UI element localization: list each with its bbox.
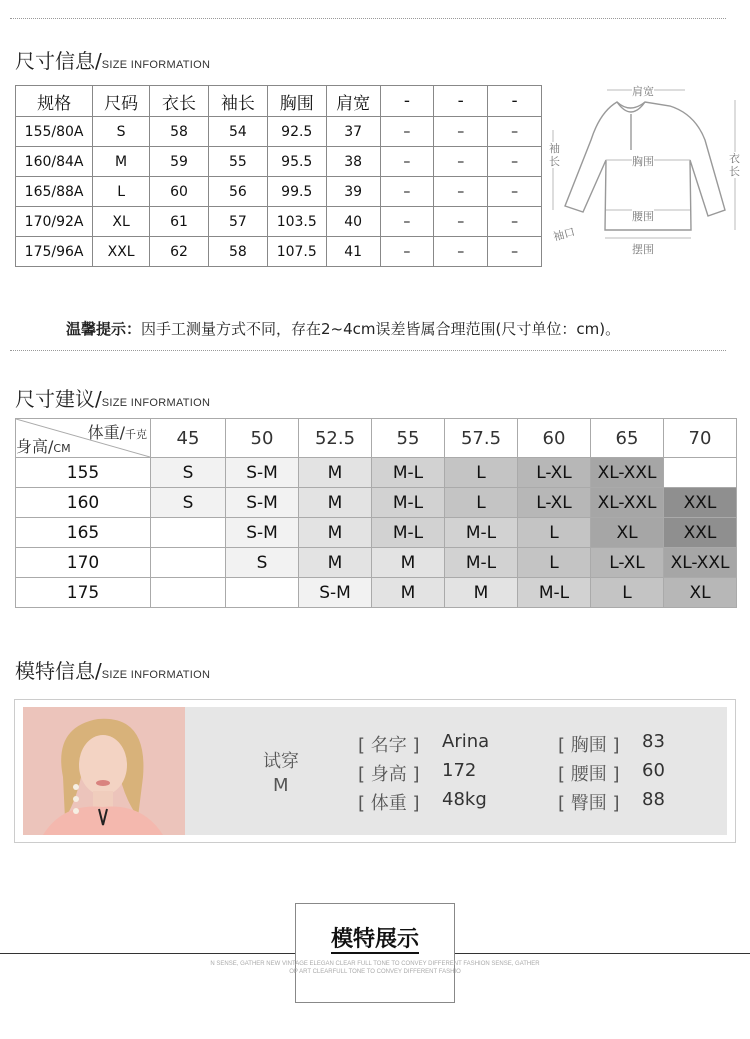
size-cell: 155/80A [16, 117, 93, 147]
name-value: Arina [442, 731, 490, 752]
size-cell: 170/92A [16, 207, 93, 237]
length-label-b: 长 [729, 165, 740, 178]
rec-cell: S [151, 458, 226, 488]
model-info-title [15, 655, 210, 684]
size-cell: 160/84A [16, 147, 93, 177]
rec-cell: XL [591, 518, 664, 548]
weight-axis-label [88, 420, 147, 443]
show-subtitle-line1: N SENSE, GATHER NEW VINTAGE ELEGAN CLEAR FULL TONE TO CONVEY DIFFERENT FASHION SENSE, GATHER [210, 961, 540, 967]
size-header-cell: - [488, 86, 542, 117]
size-cell: 54 [208, 117, 267, 147]
rec-cell: M-L [372, 518, 445, 548]
model-show-header [295, 903, 455, 1003]
size-cell: – [380, 177, 434, 207]
rec-cell: L [445, 458, 518, 488]
size-header-cell: - [380, 86, 434, 117]
size-table-row [16, 177, 542, 207]
rec-cell: M-L [372, 488, 445, 518]
length-label [729, 152, 742, 178]
rec-cell: S-M [226, 488, 299, 518]
size-cell: 165/88A [16, 177, 93, 207]
size-cell: 60 [150, 177, 209, 207]
model-info-title-cn: 模特信息/ [15, 659, 102, 683]
size-recommendation-table [15, 418, 737, 608]
rec-cell: M [445, 578, 518, 608]
rec-table-row [16, 518, 737, 548]
size-cell: 56 [208, 177, 267, 207]
size-cell: M [93, 147, 150, 177]
rec-table-row [16, 458, 737, 488]
size-table-row [16, 147, 542, 177]
rec-table-row [16, 548, 737, 578]
rec-cell: S [151, 488, 226, 518]
waist-label: [ 腰围 ] [558, 764, 620, 785]
mid-divider [10, 350, 726, 351]
weight-unit: 千克 [125, 428, 147, 441]
try-size: M [273, 775, 289, 796]
size-cell: – [488, 177, 542, 207]
size-table-header [16, 86, 542, 117]
shoulder-label: 肩宽 [632, 85, 654, 98]
size-info-title [15, 45, 210, 74]
size-tip [66, 318, 620, 339]
model-info-card [14, 699, 736, 843]
size-cell: – [380, 117, 434, 147]
weight-header-cell: 55 [372, 419, 445, 458]
rec-table-row [16, 578, 737, 608]
size-cell: 62 [150, 237, 209, 267]
rec-cell: S [226, 548, 299, 578]
model-show-underline [331, 952, 419, 954]
weight-header-cell: 70 [664, 419, 737, 458]
size-cell: XXL [93, 237, 150, 267]
weight-header-cell: 52.5 [299, 419, 372, 458]
size-header-cell: 袖长 [208, 86, 267, 117]
tip-text: 因手工测量方式不同，存在2~4cm误差皆属合理范围(尺寸单位：cm)。 [141, 320, 621, 338]
size-cell: – [434, 177, 488, 207]
size-cell: 95.5 [267, 147, 326, 177]
weight-value: 48kg [442, 789, 487, 810]
height-unit: CM [53, 442, 71, 455]
rec-cell: M-L [372, 458, 445, 488]
sleeve-label [549, 142, 562, 168]
rec-cell: L-XL [518, 488, 591, 518]
rec-cell: XL-XXL [591, 458, 664, 488]
size-cell: 92.5 [267, 117, 326, 147]
chest-label: 胸围 [632, 155, 654, 168]
rec-cell: XXL [664, 488, 737, 518]
rec-cell [664, 458, 737, 488]
cuff-label: 袖口 [551, 225, 577, 244]
size-cell: – [488, 117, 542, 147]
size-cell: – [434, 147, 488, 177]
rec-cell: L-XL [518, 458, 591, 488]
height-cell: 165 [16, 518, 151, 548]
rec-cell: S-M [226, 458, 299, 488]
top-divider [10, 18, 726, 19]
size-suggest-title-cn: 尺寸建议/ [15, 387, 102, 411]
rec-cell: XL-XXL [591, 488, 664, 518]
rec-cell: M [372, 578, 445, 608]
model-details [185, 707, 727, 835]
size-cell: – [434, 237, 488, 267]
rec-cell: XL [664, 578, 737, 608]
rec-cell: M [299, 458, 372, 488]
bust-value: 83 [642, 731, 665, 752]
rec-cell [226, 578, 299, 608]
height-value: 172 [442, 760, 477, 781]
weight-label: 体重/ [87, 423, 125, 442]
size-cell: 99.5 [267, 177, 326, 207]
height-label: [ 身高 ] [358, 764, 420, 785]
size-header-cell: 衣长 [150, 86, 209, 117]
model-photo [23, 707, 185, 835]
size-cell: 107.5 [267, 237, 326, 267]
tip-bold: 温馨提示： [66, 320, 142, 338]
size-cell: 61 [150, 207, 209, 237]
size-cell: 57 [208, 207, 267, 237]
hip-value: 88 [642, 789, 665, 810]
rec-cell: M [299, 518, 372, 548]
sleeve-label-b: 长 [549, 155, 560, 168]
weight-label: [ 体重 ] [358, 793, 420, 814]
size-cell: 37 [326, 117, 380, 147]
hip-label: [ 臀围 ] [558, 793, 620, 814]
rec-cell: L-XL [591, 548, 664, 578]
length-label-a: 衣 [729, 152, 740, 165]
rec-cell: M [372, 548, 445, 578]
size-cell: 175/96A [16, 237, 93, 267]
size-cell: 103.5 [267, 207, 326, 237]
rec-cell: L [518, 548, 591, 578]
rec-cell: M [299, 488, 372, 518]
size-cell: 55 [208, 147, 267, 177]
size-cell: – [380, 147, 434, 177]
rec-cell: L [591, 578, 664, 608]
name-label: [ 名字 ] [358, 735, 420, 756]
show-subtitle-line2: OP ART CLEARFULL TONE TO CONVEY DIFFERENT FASHIO [289, 969, 461, 975]
size-cell: – [434, 207, 488, 237]
rec-cell: M-L [445, 548, 518, 578]
rec-cell: S-M [299, 578, 372, 608]
sleeve-label-a: 袖 [549, 142, 560, 155]
rec-cell [151, 518, 226, 548]
try-label: 试穿 [263, 751, 299, 772]
size-cell: 58 [150, 117, 209, 147]
size-table-row [16, 207, 542, 237]
size-cell: 58 [208, 237, 267, 267]
size-info-title-cn: 尺寸信息/ [15, 49, 102, 73]
size-cell: L [93, 177, 150, 207]
model-show-title: 模特展示 [330, 927, 419, 952]
model-portrait-icon [23, 707, 185, 835]
size-header-cell: 肩宽 [326, 86, 380, 117]
rec-cell: M-L [445, 518, 518, 548]
size-header-cell: 尺码 [93, 86, 150, 117]
rec-table-header [16, 419, 737, 458]
size-cell: S [93, 117, 150, 147]
height-label: 身高/ [16, 437, 54, 456]
rec-cell: M-L [518, 578, 591, 608]
size-table-row [16, 237, 542, 267]
rec-cell: S-M [226, 518, 299, 548]
rec-cell: L [445, 488, 518, 518]
height-cell: 175 [16, 578, 151, 608]
model-info-title-en: SIZE INFORMATION [101, 669, 211, 681]
size-cell: – [488, 207, 542, 237]
rec-cell: XL-XXL [664, 548, 737, 578]
size-header-cell: - [434, 86, 488, 117]
size-table [15, 85, 542, 267]
size-info-title-en: SIZE INFORMATION [101, 59, 211, 71]
size-cell: 41 [326, 237, 380, 267]
size-suggest-title [15, 383, 210, 412]
waist-value: 60 [642, 760, 665, 781]
weight-header-cell: 65 [591, 419, 664, 458]
weight-header-cell: 57.5 [445, 419, 518, 458]
hem-label: 摆围 [632, 243, 654, 256]
rec-cell [151, 578, 226, 608]
weight-header-cell: 60 [518, 419, 591, 458]
height-cell: 155 [16, 458, 151, 488]
rec-cell [151, 548, 226, 578]
waist-label: 腰围 [632, 210, 654, 223]
size-cell: 38 [326, 147, 380, 177]
size-table-row [16, 117, 542, 147]
height-cell: 160 [16, 488, 151, 518]
bust-label: [ 胸围 ] [558, 735, 620, 756]
size-cell: 39 [326, 177, 380, 207]
rec-corner-cell [16, 419, 151, 458]
weight-header-cell: 50 [226, 419, 299, 458]
rec-cell: L [518, 518, 591, 548]
size-suggest-title-en: SIZE INFORMATION [101, 397, 211, 409]
height-cell: 170 [16, 548, 151, 578]
size-cell: – [488, 237, 542, 267]
size-header-cell: 规格 [16, 86, 93, 117]
size-header-cell: 胸围 [267, 86, 326, 117]
height-axis-label [16, 434, 71, 457]
size-cell: 59 [150, 147, 209, 177]
garment-measurement-diagram [545, 80, 745, 265]
rec-cell: XXL [664, 518, 737, 548]
weight-header-cell: 45 [151, 419, 226, 458]
size-cell: – [380, 237, 434, 267]
rec-table-row [16, 488, 737, 518]
size-cell: XL [93, 207, 150, 237]
size-cell: – [488, 147, 542, 177]
size-cell: 40 [326, 207, 380, 237]
rec-cell: M [299, 548, 372, 578]
size-cell: – [434, 117, 488, 147]
size-cell: – [380, 207, 434, 237]
